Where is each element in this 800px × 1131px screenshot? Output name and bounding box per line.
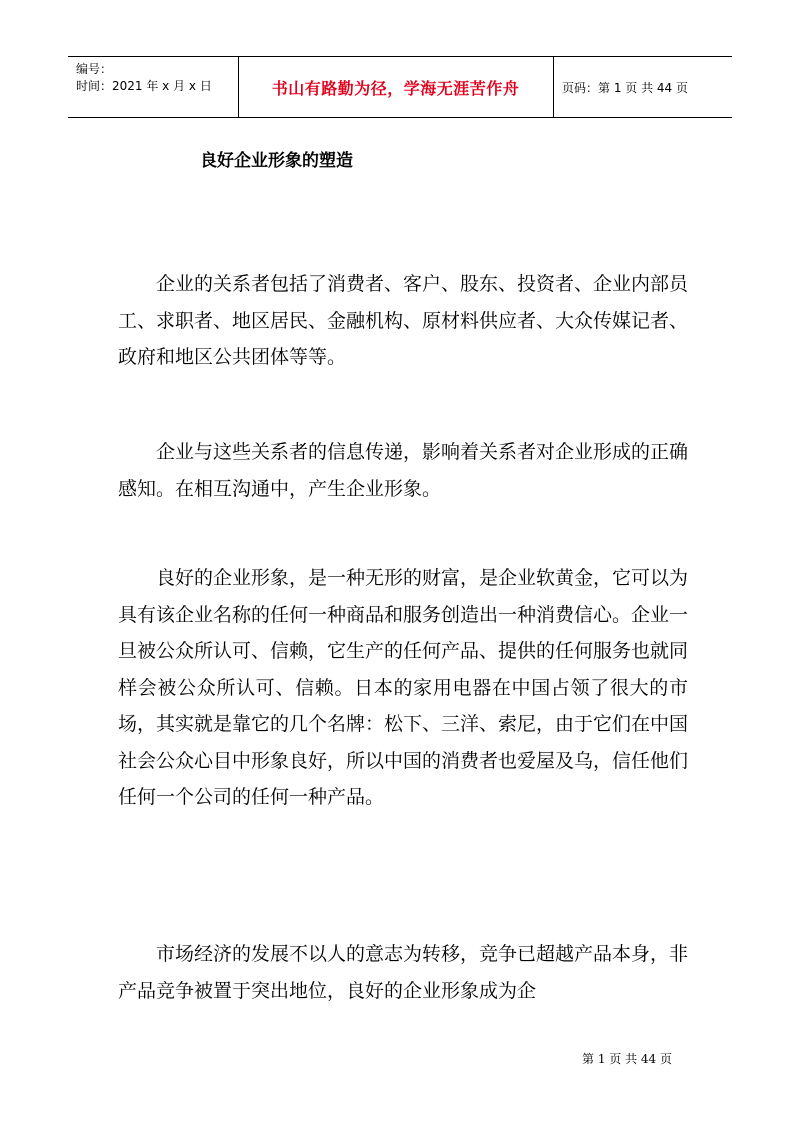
header-page-label: 页码：第 1 页 共 44 页 [562, 80, 688, 95]
header-time-label: 时间：2021 年 x 月 x 日 [76, 79, 212, 93]
header-number-label: 编号： [76, 62, 113, 76]
header-motto: 书山有路勤为径，学海无涯苦作舟 [271, 78, 520, 98]
header-divider-right [553, 57, 554, 117]
paragraph: 良好的企业形象，是一种无形的财富，是企业软黄金，它可以为具有该企业名称的任何一种商品和服务创造出一种消费信心。企业一旦被公众所认可、信赖，它生产的任何产品、提供的任何服务也就同样会被公众所认可、信赖。日本的家用电器在中国占领了很大的市场，其实就是靠它的几个名牌：松下、三洋、索尼，由于它们在中国社会公众心目中形象良好，所以中国的消费者也爱屋及乌，信任他们任何一个公司的任何一种产品。 [118, 567, 689, 808]
page-footer: 第 1 页 共 44 页 [582, 1052, 672, 1066]
document-title: 良好企业形象的塑造 [200, 151, 353, 171]
paragraph: 市场经济的发展不以人的意志为转移，竞争已超越产品本身，非产品竞争被置于突出地位，良好的企业形象成为企 [118, 943, 689, 1002]
paragraph: 企业与这些关系者的信息传递，影响着关系者对企业形成的正确感知。在相互沟通中，产生企业形象。 [118, 441, 689, 500]
paragraph: 企业的关系者包括了消费者、客户、股东、投资者、企业内部员工、求职者、地区居民、金融机构、原材料供应者、大众传媒记者、政府和地区公共团体等等。 [118, 273, 689, 368]
header-meta [76, 61, 212, 95]
page-header [68, 56, 732, 118]
